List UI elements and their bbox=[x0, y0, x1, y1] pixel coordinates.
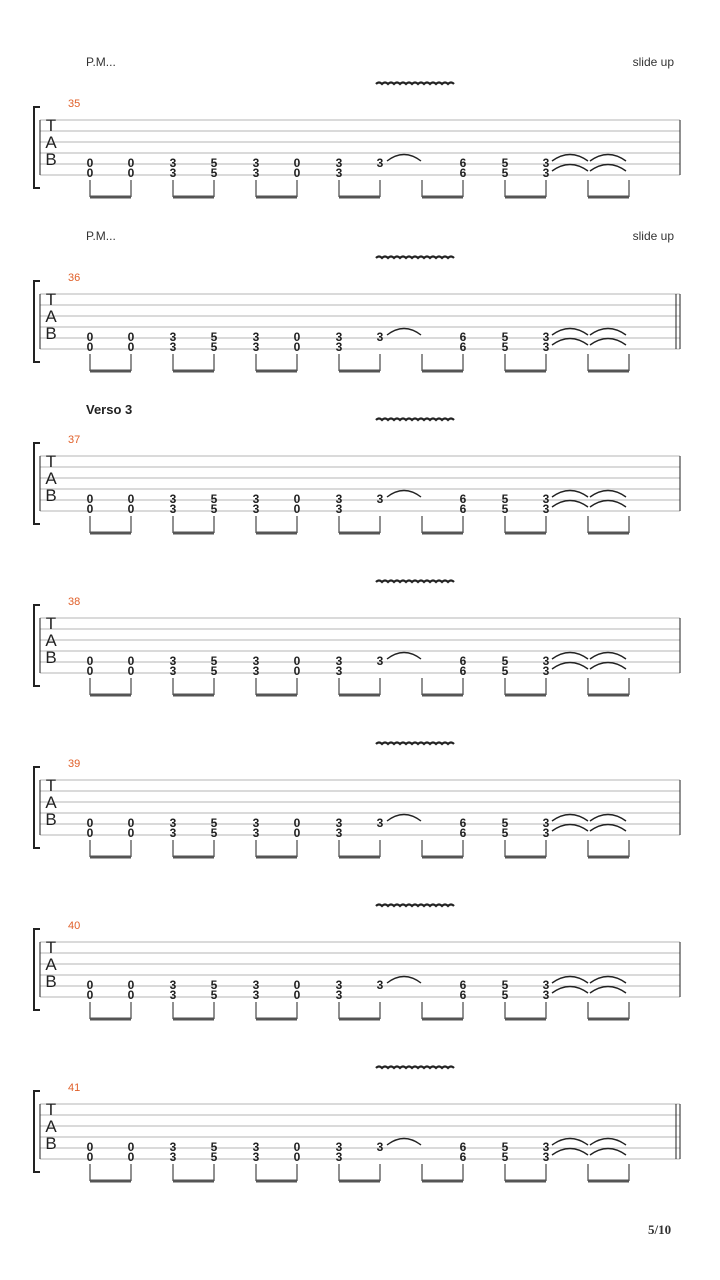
tie-arc bbox=[552, 491, 588, 498]
fret-number: 6 bbox=[459, 664, 467, 678]
note-beam bbox=[588, 1180, 629, 1183]
bar-number: 39 bbox=[68, 758, 81, 770]
note-beam bbox=[339, 694, 380, 697]
fret-number: 3 bbox=[169, 1150, 177, 1164]
fret-number: 5 bbox=[501, 340, 509, 354]
fret-number: 3 bbox=[252, 156, 260, 170]
fret-number: 3 bbox=[542, 502, 550, 516]
fret-number: 3 bbox=[335, 166, 343, 180]
note-beam bbox=[339, 1180, 380, 1183]
fret-number: 5 bbox=[210, 166, 218, 180]
tab-clef-letter: T bbox=[45, 614, 57, 633]
system-bracket bbox=[34, 767, 40, 848]
fret-number: 3 bbox=[169, 492, 177, 506]
fret-number: 3 bbox=[542, 340, 550, 354]
vibrato-wavy-line bbox=[376, 1067, 454, 1069]
fret-number: 3 bbox=[169, 330, 177, 344]
tie-arc bbox=[590, 663, 626, 670]
fret-number: 3 bbox=[542, 988, 550, 1002]
fret-number: 3 bbox=[376, 816, 384, 830]
tab-clef-letter: B bbox=[45, 648, 57, 667]
fret-number: 3 bbox=[252, 654, 260, 668]
fret-number: 3 bbox=[252, 166, 260, 180]
fret-number: 0 bbox=[127, 826, 135, 840]
note-beam bbox=[422, 1180, 463, 1183]
tab-clef-letter: A bbox=[45, 1117, 57, 1136]
vibrato-wavy-line bbox=[376, 743, 454, 745]
fret-number: 0 bbox=[86, 166, 94, 180]
fret-number: 5 bbox=[501, 502, 509, 516]
fret-number: 3 bbox=[252, 664, 260, 678]
note-beam bbox=[505, 1018, 546, 1021]
tab-clef-letter: B bbox=[45, 324, 57, 343]
note-beam bbox=[90, 1180, 131, 1183]
note-beam bbox=[173, 196, 214, 199]
fret-number: 3 bbox=[542, 330, 550, 344]
tie-arc bbox=[590, 165, 626, 172]
fret-number: 5 bbox=[501, 978, 509, 992]
fret-number: 0 bbox=[127, 664, 135, 678]
tab-clef-letter: A bbox=[45, 133, 57, 152]
tie-arc bbox=[590, 329, 626, 336]
fret-number: 3 bbox=[169, 664, 177, 678]
fret-number: 3 bbox=[252, 1140, 260, 1154]
fret-number: 3 bbox=[542, 664, 550, 678]
note-beam bbox=[339, 532, 380, 535]
tab-clef-letter: T bbox=[45, 290, 57, 309]
note-beam bbox=[422, 532, 463, 535]
fret-number: 3 bbox=[169, 156, 177, 170]
note-beam bbox=[505, 694, 546, 697]
tie-arc bbox=[590, 1139, 626, 1146]
vibrato-wavy-line bbox=[376, 581, 454, 583]
fret-number: 3 bbox=[335, 978, 343, 992]
note-beam bbox=[173, 694, 214, 697]
fret-number: 5 bbox=[210, 816, 218, 830]
fret-number: 3 bbox=[252, 340, 260, 354]
fret-number: 0 bbox=[293, 492, 301, 506]
vibrato-wavy-line bbox=[376, 419, 454, 421]
tie-arc bbox=[387, 653, 421, 660]
fret-number: 0 bbox=[86, 826, 94, 840]
note-beam bbox=[90, 370, 131, 373]
fret-number: 0 bbox=[127, 978, 135, 992]
vibrato-wavy-line bbox=[376, 905, 454, 907]
fret-number: 0 bbox=[86, 816, 94, 830]
fret-number: 0 bbox=[86, 988, 94, 1002]
fret-number: 5 bbox=[501, 816, 509, 830]
tie-arc bbox=[552, 987, 588, 994]
tie-arc bbox=[552, 815, 588, 822]
tab-clef-letter: A bbox=[45, 793, 57, 812]
tie-arc bbox=[590, 155, 626, 162]
fret-number: 5 bbox=[501, 654, 509, 668]
fret-number: 5 bbox=[210, 664, 218, 678]
fret-number: 3 bbox=[335, 330, 343, 344]
fret-number: 0 bbox=[86, 978, 94, 992]
fret-number: 0 bbox=[293, 816, 301, 830]
tab-clef-letter: T bbox=[45, 938, 57, 957]
fret-number: 3 bbox=[169, 826, 177, 840]
fret-number: 3 bbox=[335, 1140, 343, 1154]
bar-number: 37 bbox=[68, 434, 81, 446]
note-beam bbox=[422, 370, 463, 373]
fret-number: 5 bbox=[501, 156, 509, 170]
tab-clef-letter: A bbox=[45, 955, 57, 974]
tab-system bbox=[34, 905, 680, 1021]
fret-number: 0 bbox=[293, 988, 301, 1002]
fret-number: 5 bbox=[210, 1140, 218, 1154]
tab-clef-letter: B bbox=[45, 486, 57, 505]
fret-number: 5 bbox=[210, 988, 218, 1002]
page-number: 5/10 bbox=[648, 1222, 672, 1237]
tie-arc bbox=[387, 1139, 421, 1146]
bar-number: 36 bbox=[68, 272, 81, 284]
note-beam bbox=[256, 694, 297, 697]
fret-number: 0 bbox=[86, 492, 94, 506]
tie-arc bbox=[590, 491, 626, 498]
fret-number: 6 bbox=[459, 166, 467, 180]
tie-arc bbox=[590, 501, 626, 508]
system-bracket bbox=[34, 443, 40, 524]
note-beam bbox=[256, 532, 297, 535]
note-beam bbox=[505, 532, 546, 535]
tie-arc bbox=[552, 1149, 588, 1156]
system-bracket bbox=[34, 107, 40, 188]
note-beam bbox=[173, 370, 214, 373]
tie-arc bbox=[552, 155, 588, 162]
fret-number: 6 bbox=[459, 502, 467, 516]
note-beam bbox=[339, 856, 380, 859]
note-beam bbox=[505, 196, 546, 199]
fret-number: 3 bbox=[169, 340, 177, 354]
section-label: Verso 3 bbox=[86, 402, 133, 417]
fret-number: 3 bbox=[169, 816, 177, 830]
fret-number: 0 bbox=[86, 1150, 94, 1164]
fret-number: 3 bbox=[169, 988, 177, 1002]
fret-number: 3 bbox=[376, 978, 384, 992]
note-beam bbox=[505, 1180, 546, 1183]
fret-number: 3 bbox=[252, 492, 260, 506]
fret-number: 3 bbox=[335, 502, 343, 516]
fret-number: 5 bbox=[501, 492, 509, 506]
tie-arc bbox=[552, 329, 588, 336]
tie-arc bbox=[387, 491, 421, 498]
fret-number: 0 bbox=[293, 156, 301, 170]
note-beam bbox=[173, 1018, 214, 1021]
tie-arc bbox=[552, 165, 588, 172]
fret-number: 0 bbox=[127, 816, 135, 830]
fret-number: 6 bbox=[459, 330, 467, 344]
tab-system bbox=[34, 229, 680, 373]
fret-number: 0 bbox=[293, 654, 301, 668]
fret-number: 6 bbox=[459, 340, 467, 354]
fret-number: 3 bbox=[335, 156, 343, 170]
fret-number: 0 bbox=[86, 654, 94, 668]
vibrato-wavy-line bbox=[376, 257, 454, 259]
tie-arc bbox=[387, 329, 421, 336]
fret-number: 3 bbox=[376, 654, 384, 668]
fret-number: 0 bbox=[293, 502, 301, 516]
tab-clef-letter: B bbox=[45, 150, 57, 169]
note-beam bbox=[256, 1018, 297, 1021]
fret-number: 3 bbox=[335, 816, 343, 830]
fret-number: 0 bbox=[127, 340, 135, 354]
fret-number: 0 bbox=[293, 1140, 301, 1154]
fret-number: 3 bbox=[252, 816, 260, 830]
tie-arc bbox=[590, 1149, 626, 1156]
fret-number: 5 bbox=[501, 664, 509, 678]
note-beam bbox=[588, 532, 629, 535]
fret-number: 6 bbox=[459, 492, 467, 506]
fret-number: 3 bbox=[542, 1150, 550, 1164]
bar-number: 35 bbox=[68, 98, 81, 110]
tie-arc bbox=[590, 815, 626, 822]
fret-number: 0 bbox=[293, 826, 301, 840]
fret-number: 5 bbox=[210, 1150, 218, 1164]
note-beam bbox=[256, 196, 297, 199]
note-beam bbox=[256, 1180, 297, 1183]
system-bracket bbox=[34, 1091, 40, 1172]
tie-arc bbox=[552, 825, 588, 832]
tie-arc bbox=[590, 987, 626, 994]
tab-system bbox=[34, 1067, 680, 1183]
fret-number: 5 bbox=[210, 340, 218, 354]
fret-number: 0 bbox=[293, 330, 301, 344]
fret-number: 6 bbox=[459, 826, 467, 840]
fret-number: 0 bbox=[293, 664, 301, 678]
note-beam bbox=[90, 532, 131, 535]
tab-clef-letter: B bbox=[45, 972, 57, 991]
fret-number: 6 bbox=[459, 816, 467, 830]
tab-clef-letter: T bbox=[45, 1100, 57, 1119]
system-bracket bbox=[34, 605, 40, 686]
palm-mute-label: P.M... bbox=[86, 229, 116, 243]
tie-arc bbox=[387, 815, 421, 822]
fret-number: 0 bbox=[127, 654, 135, 668]
fret-number: 5 bbox=[210, 330, 218, 344]
note-beam bbox=[173, 532, 214, 535]
fret-number: 0 bbox=[127, 492, 135, 506]
tie-arc bbox=[387, 977, 421, 984]
tab-clef-letter: A bbox=[45, 631, 57, 650]
note-beam bbox=[173, 856, 214, 859]
note-beam bbox=[505, 856, 546, 859]
fret-number: 0 bbox=[127, 1150, 135, 1164]
note-beam bbox=[256, 370, 297, 373]
tie-arc bbox=[552, 653, 588, 660]
fret-number: 3 bbox=[542, 826, 550, 840]
fret-number: 3 bbox=[169, 1140, 177, 1154]
fret-number: 5 bbox=[501, 988, 509, 1002]
fret-number: 3 bbox=[376, 156, 384, 170]
fret-number: 0 bbox=[127, 1140, 135, 1154]
note-beam bbox=[339, 196, 380, 199]
fret-number: 3 bbox=[335, 492, 343, 506]
fret-number: 3 bbox=[542, 816, 550, 830]
fret-number: 6 bbox=[459, 1140, 467, 1154]
fret-number: 5 bbox=[210, 654, 218, 668]
fret-number: 6 bbox=[459, 156, 467, 170]
fret-number: 3 bbox=[252, 988, 260, 1002]
fret-number: 0 bbox=[127, 330, 135, 344]
fret-number: 5 bbox=[501, 330, 509, 344]
tie-arc bbox=[590, 653, 626, 660]
fret-number: 3 bbox=[169, 166, 177, 180]
fret-number: 3 bbox=[376, 330, 384, 344]
slide-up-label: slide up bbox=[632, 229, 674, 243]
note-beam bbox=[422, 1018, 463, 1021]
slide-up-label: slide up bbox=[632, 55, 674, 69]
tab-system bbox=[34, 55, 680, 199]
fret-number: 0 bbox=[293, 166, 301, 180]
note-beam bbox=[256, 856, 297, 859]
fret-number: 3 bbox=[169, 978, 177, 992]
fret-number: 0 bbox=[86, 664, 94, 678]
fret-number: 3 bbox=[542, 166, 550, 180]
tab-clef-letter: T bbox=[45, 116, 57, 135]
fret-number: 3 bbox=[542, 156, 550, 170]
fret-number: 3 bbox=[542, 978, 550, 992]
fret-number: 0 bbox=[293, 978, 301, 992]
fret-number: 0 bbox=[127, 166, 135, 180]
bar-number: 41 bbox=[68, 1082, 81, 1094]
fret-number: 3 bbox=[542, 492, 550, 506]
tab-clef-letter: B bbox=[45, 810, 57, 829]
tab-clef-letter: B bbox=[45, 1134, 57, 1153]
system-bracket bbox=[34, 929, 40, 1010]
tie-arc bbox=[552, 663, 588, 670]
tab-clef-letter: A bbox=[45, 469, 57, 488]
fret-number: 0 bbox=[86, 340, 94, 354]
fret-number: 3 bbox=[169, 654, 177, 668]
note-beam bbox=[588, 370, 629, 373]
fret-number: 5 bbox=[210, 826, 218, 840]
fret-number: 6 bbox=[459, 978, 467, 992]
fret-number: 3 bbox=[335, 988, 343, 1002]
fret-number: 5 bbox=[501, 826, 509, 840]
fret-number: 5 bbox=[210, 492, 218, 506]
bar-number: 40 bbox=[68, 920, 81, 932]
tab-clef-letter: A bbox=[45, 307, 57, 326]
tie-arc bbox=[387, 155, 421, 162]
note-beam bbox=[588, 694, 629, 697]
note-beam bbox=[588, 196, 629, 199]
note-beam bbox=[339, 1018, 380, 1021]
system-bracket bbox=[34, 281, 40, 362]
tie-arc bbox=[590, 825, 626, 832]
tie-arc bbox=[552, 501, 588, 508]
tab-system bbox=[34, 402, 680, 535]
tab-system bbox=[34, 743, 680, 859]
fret-number: 0 bbox=[127, 988, 135, 1002]
fret-number: 0 bbox=[127, 502, 135, 516]
note-beam bbox=[173, 1180, 214, 1183]
fret-number: 5 bbox=[210, 978, 218, 992]
note-beam bbox=[90, 196, 131, 199]
fret-number: 0 bbox=[86, 1140, 94, 1154]
tie-arc bbox=[552, 339, 588, 346]
note-beam bbox=[90, 856, 131, 859]
fret-number: 3 bbox=[335, 826, 343, 840]
fret-number: 3 bbox=[169, 502, 177, 516]
tie-arc bbox=[552, 1139, 588, 1146]
fret-number: 3 bbox=[335, 654, 343, 668]
tab-system bbox=[34, 581, 680, 697]
fret-number: 6 bbox=[459, 988, 467, 1002]
fret-number: 0 bbox=[293, 1150, 301, 1164]
tab-clef-letter: T bbox=[45, 776, 57, 795]
fret-number: 5 bbox=[501, 166, 509, 180]
fret-number: 3 bbox=[252, 502, 260, 516]
note-beam bbox=[422, 694, 463, 697]
fret-number: 0 bbox=[86, 502, 94, 516]
tie-arc bbox=[590, 339, 626, 346]
fret-number: 6 bbox=[459, 654, 467, 668]
vibrato-wavy-line bbox=[376, 83, 454, 85]
fret-number: 3 bbox=[252, 1150, 260, 1164]
fret-number: 5 bbox=[210, 156, 218, 170]
note-beam bbox=[422, 856, 463, 859]
fret-number: 0 bbox=[293, 340, 301, 354]
fret-number: 5 bbox=[501, 1150, 509, 1164]
fret-number: 3 bbox=[542, 654, 550, 668]
fret-number: 6 bbox=[459, 1150, 467, 1164]
fret-number: 3 bbox=[335, 1150, 343, 1164]
fret-number: 3 bbox=[335, 664, 343, 678]
fret-number: 3 bbox=[252, 978, 260, 992]
fret-number: 5 bbox=[501, 1140, 509, 1154]
note-beam bbox=[588, 856, 629, 859]
tie-arc bbox=[590, 977, 626, 984]
fret-number: 0 bbox=[127, 156, 135, 170]
fret-number: 3 bbox=[252, 330, 260, 344]
note-beam bbox=[90, 694, 131, 697]
fret-number: 0 bbox=[86, 330, 94, 344]
bar-number: 38 bbox=[68, 596, 81, 608]
tab-clef-letter: T bbox=[45, 452, 57, 471]
note-beam bbox=[339, 370, 380, 373]
tie-arc bbox=[552, 977, 588, 984]
note-beam bbox=[505, 370, 546, 373]
note-beam bbox=[422, 196, 463, 199]
fret-number: 3 bbox=[376, 1140, 384, 1154]
fret-number: 3 bbox=[542, 1140, 550, 1154]
fret-number: 3 bbox=[335, 340, 343, 354]
note-beam bbox=[588, 1018, 629, 1021]
fret-number: 0 bbox=[86, 156, 94, 170]
fret-number: 3 bbox=[252, 826, 260, 840]
fret-number: 5 bbox=[210, 502, 218, 516]
fret-number: 3 bbox=[376, 492, 384, 506]
note-beam bbox=[90, 1018, 131, 1021]
palm-mute-label: P.M... bbox=[86, 55, 116, 69]
